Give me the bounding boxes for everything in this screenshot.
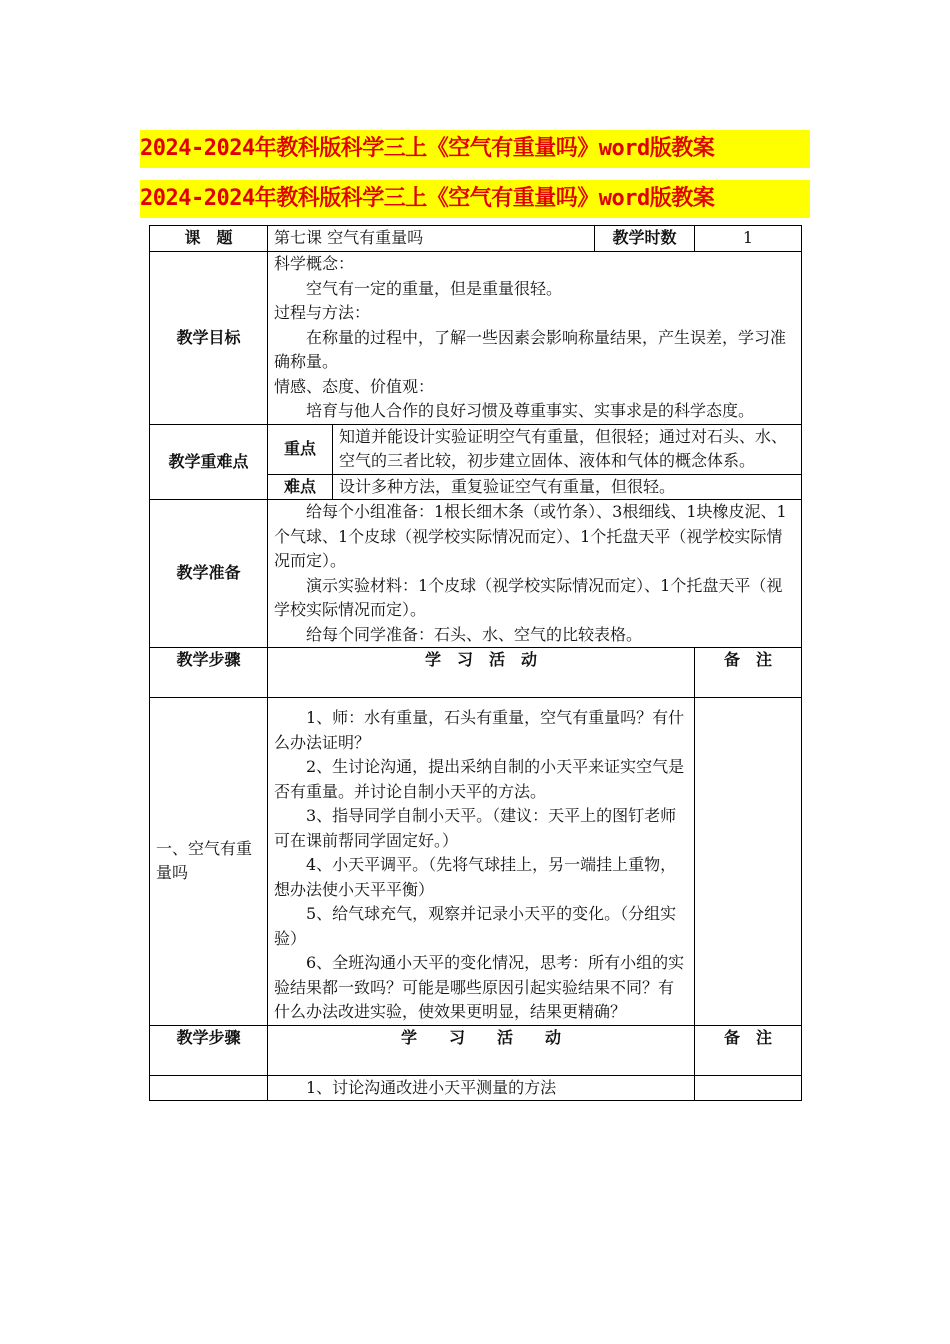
difficulty-label: 难点 [268, 474, 333, 500]
prep-label: 教学准备 [150, 500, 268, 648]
section-1-activities [268, 698, 695, 1026]
section-2-activities [268, 1075, 695, 1101]
notes-label: 备 注 [695, 648, 802, 698]
section-1-step-6: 6、全班沟通小天平的变化情况，思考：所有小组的实验结果都一致吗？可能是哪些原因引起实验结果不同？有什么办法改进实验，使效果更明显，结果更精确？ [274, 953, 685, 1021]
section-1-step-5: 5、给气球充气，观察并记录小天平的变化。（分组实验） [274, 904, 677, 948]
goals-content [268, 252, 802, 425]
row-prep [150, 500, 802, 648]
row-goals [150, 252, 802, 425]
prep-item-student: 给每个同学准备：石头、水、空气的比较表格。 [306, 624, 643, 644]
section-1-step-2: 2、生讨论沟通，提出采纳自制的小天平来证实空气是否有重量。并讨论自制小天平的方法。 [274, 757, 685, 801]
section-1-notes [695, 698, 802, 1026]
topic-label: 课 题 [150, 226, 268, 252]
difficulty-text: 设计多种方法，重复验证空气有重量，但很轻。 [333, 474, 802, 500]
activity-label: 学 习 活 动 [268, 648, 695, 698]
topic-value: 第七课 空气有重量吗 [268, 226, 595, 252]
section-1-step-1: 1、师：水有重量，石头有重量，空气有重量吗？有什么办法证明？ [274, 708, 685, 752]
section-1-step-3: 3、指导同学自制小天平。（建议：天平上的图钉老师可在课前帮同学固定好。） [274, 806, 677, 850]
section-1-step-4: 4、小天平调平。（先将气球挂上，另一端挂上重物，想办法使小天平平衡） [274, 855, 677, 899]
row-topic [150, 226, 802, 252]
section-1-label: 一、空气有重量吗 [150, 698, 268, 1026]
hours-value: 1 [695, 226, 802, 252]
notes-label-2: 备 注 [695, 1025, 802, 1075]
section-2-notes [695, 1075, 802, 1101]
goals-text-process: 在称量的过程中，了解一些因素会影响称量结果，产生误差，学习准确称量。 [274, 327, 787, 371]
hours-label: 教学时数 [595, 226, 695, 252]
focus-label: 重点 [268, 424, 333, 474]
row-focus [150, 424, 802, 474]
goals-label: 教学目标 [150, 252, 268, 425]
goals-heading-process: 过程与方法： [274, 303, 371, 322]
activity-label-2: 学 习 活 动 [268, 1025, 695, 1075]
goals-text-concept: 空气有一定的重量，但是重量很轻。 [306, 278, 563, 298]
document-title-line-1: 2024-2024年教科版科学三上《空气有重量吗》word版教案 [140, 130, 810, 168]
document-title-line-2: 2024-2024年教科版科学三上《空气有重量吗》word版教案 [140, 180, 810, 218]
row-section-2 [150, 1075, 802, 1101]
prep-item-group: 给每个小组准备：1根长细木条（或竹条）、3根细线、1块橡皮泥、1个气球、1个皮球（视学校实际情况而定）、1个托盘天平（视学校实际情况而定）。 [274, 502, 787, 570]
lesson-plan-table [149, 225, 802, 1101]
goals-heading-attitude: 情感、态度、价值观： [274, 376, 435, 396]
focus-text: 知道并能设计实验证明空气有重量，但很轻；通过对石头、水、空气的三者比较，初步建立固体、液体和气体的概念体系。 [333, 424, 802, 474]
goals-text-attitude: 培育与他人合作的良好习惯及尊重事实、实事求是的科学态度。 [306, 401, 755, 420]
steps-label: 教学步骤 [150, 648, 268, 698]
prep-content [268, 500, 802, 648]
section-2-step-1: 1、讨论沟通改进小天平测量的方法 [306, 1077, 557, 1097]
goals-heading-concept: 科学概念： [274, 254, 355, 273]
keypoints-label: 教学重难点 [150, 424, 268, 500]
row-section-1 [150, 698, 802, 1026]
steps-label-2: 教学步骤 [150, 1025, 268, 1075]
row-steps-header-2 [150, 1025, 802, 1075]
row-steps-header [150, 648, 802, 698]
prep-item-demo: 演示实验材料：1个皮球（视学校实际情况而定）、1个托盘天平（视学校实际情况而定）。 [274, 575, 783, 619]
section-2-label [150, 1075, 268, 1101]
